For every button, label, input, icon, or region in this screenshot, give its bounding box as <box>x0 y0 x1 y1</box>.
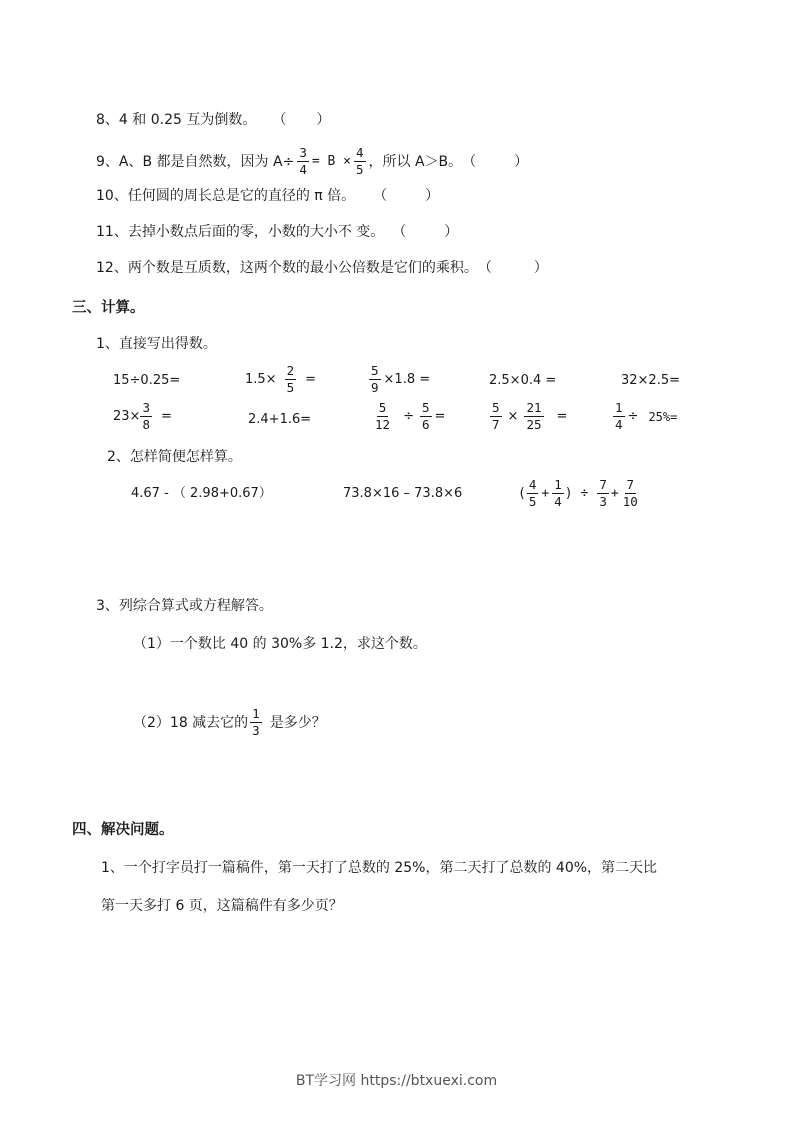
question-prefix: （2）18 减去它的 <box>133 714 249 731</box>
numerator: 4 <box>528 477 537 492</box>
calc-operator: ÷ <box>627 408 639 424</box>
item-number: 12、 <box>96 260 128 276</box>
item-text: 4 和 0.25 互为倒数。 <box>118 112 257 128</box>
numerator: 1 <box>252 706 260 721</box>
open-paren: ( <box>518 485 526 501</box>
fraction <box>420 401 432 432</box>
section-4-title: 四、解决问题。 <box>72 822 174 838</box>
denominator: 4 <box>554 494 562 509</box>
answer-close-paren: ） <box>316 112 331 128</box>
simplify-expr-3 <box>518 478 641 509</box>
judgment-item-9 <box>96 146 528 177</box>
answer-open-paren: （ <box>462 153 477 170</box>
denominator: 9 <box>371 380 379 395</box>
plus-operator: + <box>610 485 619 501</box>
item-number: 11、 <box>96 224 128 240</box>
fraction <box>490 401 502 432</box>
answer-open-paren: （ <box>477 260 492 276</box>
calc-post: = <box>434 408 446 424</box>
answer-open-paren: （ <box>272 112 287 128</box>
fraction <box>373 401 392 432</box>
judgment-item-12 <box>96 258 548 278</box>
fraction <box>597 478 609 509</box>
item-text: 任何圆的周长总是它的直径的 π 倍。 <box>127 188 356 204</box>
calc-1-4: 2.5×0.4 = <box>489 373 557 388</box>
word-problem-1: （1）一个数比 40 的 30%多 1.2，求这个数。 <box>133 636 427 652</box>
item-number: 8、 <box>96 112 119 128</box>
divide-operator: ÷ <box>580 485 589 501</box>
judgment-item-11 <box>96 222 458 242</box>
judgment-item-10 <box>96 186 439 206</box>
numerator: 21 <box>526 400 542 415</box>
item-number: 9、 <box>96 153 119 170</box>
denominator: 4 <box>615 417 623 432</box>
calc-pre: 23× <box>113 408 141 424</box>
numerator: 3 <box>299 145 307 160</box>
calc-post: 25%= <box>648 409 678 424</box>
numerator: 5 <box>371 363 379 378</box>
calc-1-5: 32×2.5= <box>621 373 681 388</box>
item-text: 去掉小数点后面的零，小数的大小不 变。 <box>127 224 385 240</box>
calc-2-4 <box>487 401 567 432</box>
denominator: 5 <box>286 380 295 395</box>
denominator: 7 <box>492 417 500 432</box>
fraction <box>524 401 543 432</box>
fraction <box>140 401 152 432</box>
section-3-title: 三、计算。 <box>72 300 145 316</box>
fraction <box>297 146 309 177</box>
calc-operator: × <box>507 408 519 424</box>
judgment-item-8 <box>96 110 330 130</box>
denominator: 3 <box>599 494 607 509</box>
problem-1-line-1: 1、一个打字员打一篇稿件，第一天打了总数的 25%，第二天打了总数的 40%，第二天比 <box>101 860 658 876</box>
calc-1-2 <box>245 364 316 395</box>
numerator: 4 <box>355 145 364 160</box>
answer-open-paren: （ <box>392 224 407 240</box>
fraction <box>250 707 262 738</box>
part-1-title: 1、直接写出得数。 <box>96 336 217 352</box>
numerator: 5 <box>492 400 500 415</box>
calc-post: = <box>305 371 317 387</box>
denominator: 5 <box>355 162 364 177</box>
denominator: 8 <box>142 417 150 432</box>
numerator: 5 <box>421 400 430 415</box>
item-prefix: A、B 都是自然数，因为 A÷ <box>118 153 295 170</box>
answer-open-paren: （ <box>373 188 388 204</box>
calc-2-2: 2.4+1.6= <box>248 412 312 427</box>
denominator: 5 <box>528 494 537 509</box>
calc-2-5 <box>610 401 677 432</box>
simplify-expr-2: 73.8×16 – 73.8×6 <box>343 486 463 501</box>
footer-watermark: BT学习网 https://btxuexi.com <box>295 1073 498 1089</box>
part-2-title: 2、怎样简便怎样算。 <box>107 449 242 465</box>
fraction <box>613 401 625 432</box>
answer-close-paren: ） <box>425 188 440 204</box>
plus-operator: + <box>541 485 550 501</box>
fraction <box>552 478 564 509</box>
calc-post: = <box>160 408 172 424</box>
part-3-title: 3、列综合算式或方程解答。 <box>96 598 273 614</box>
calc-2-1 <box>113 401 172 432</box>
item-text: 两个数是互质数，这两个数的最小公倍数是它们的乘积。 <box>127 260 478 276</box>
calc-pre: 1.5× <box>245 371 277 387</box>
fraction <box>527 478 539 509</box>
calc-1-1: 15÷0.25= <box>113 373 181 388</box>
calc-1-3 <box>366 364 430 395</box>
calc-post: = <box>556 408 568 424</box>
numerator: 5 <box>378 400 387 415</box>
question-suffix: 是多少？ <box>269 714 326 731</box>
fraction <box>285 364 297 395</box>
item-mid: = B × <box>311 153 351 169</box>
numerator: 7 <box>599 477 607 492</box>
answer-close-paren: ） <box>514 153 529 170</box>
fraction <box>621 478 640 509</box>
simplify-expr-1: 4.67 - （ 2.98+0.67） <box>131 486 272 501</box>
numerator: 7 <box>626 477 635 492</box>
calc-2-3 <box>370 401 445 432</box>
numerator: 1 <box>615 400 623 415</box>
numerator: 3 <box>142 400 150 415</box>
denominator: 25 <box>526 417 542 432</box>
answer-close-paren: ） <box>533 260 548 276</box>
calc-post: ×1.8 = <box>383 371 431 387</box>
denominator: 10 <box>622 494 638 509</box>
item-number: 10、 <box>96 188 128 204</box>
calc-operator: ÷ <box>403 408 414 424</box>
fraction <box>369 364 381 395</box>
word-problem-2 <box>133 707 326 738</box>
fraction <box>354 146 366 177</box>
denominator: 12 <box>375 417 391 432</box>
numerator: 2 <box>286 363 295 378</box>
problem-1-line-2: 第一天多打 6 页，这篇稿件有多少页？ <box>101 898 343 914</box>
close-paren: ) <box>564 485 573 501</box>
numerator: 1 <box>554 477 562 492</box>
item-suffix: ，所以 A＞B。 <box>368 153 463 170</box>
denominator: 6 <box>421 417 430 432</box>
denominator: 4 <box>299 162 307 177</box>
denominator: 3 <box>252 723 260 738</box>
answer-close-paren: ） <box>444 224 459 240</box>
